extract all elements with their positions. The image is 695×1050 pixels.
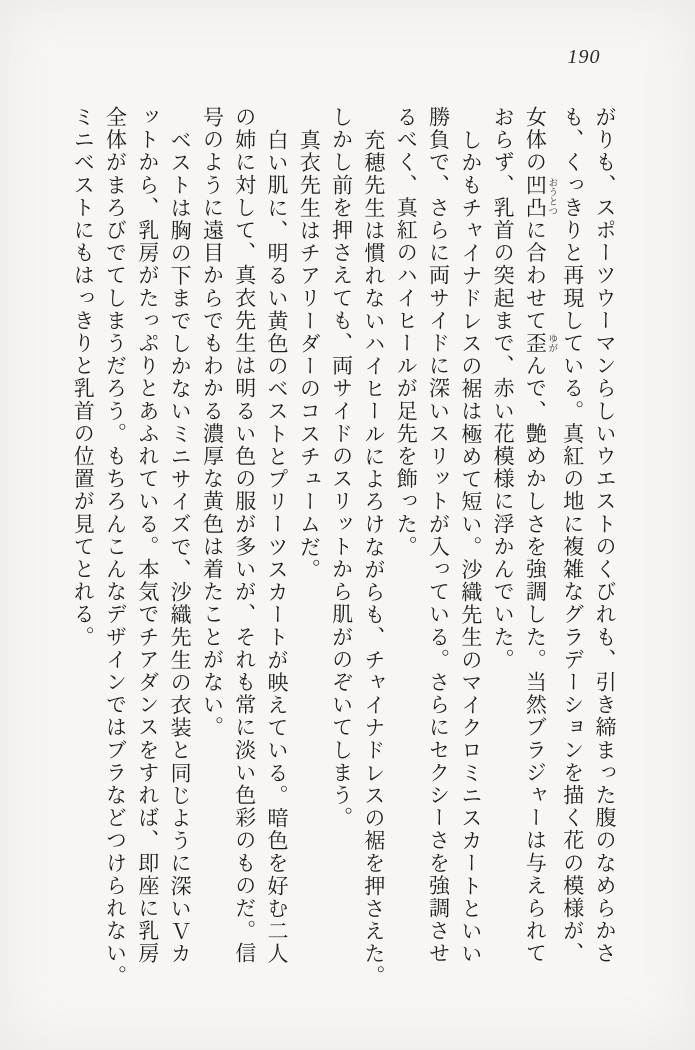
text-column: 全体がまろびでてしまうだろう。もちろんこんなデザインではブラなどつけられない。 xyxy=(103,106,128,988)
text-column: 真衣先生はチアリーダーのコスチュームだ。 xyxy=(297,129,322,581)
text-column: 勝負で、さらに両サイドに深いスリットが入っている。さらにセクシーさを強調させ xyxy=(426,106,451,965)
text-column: 白い肌に、明るい黄色のベストとプリーツスカートが映えている。暗色を好む二人 xyxy=(265,129,290,966)
text-column: 号のように遠目からでもわかる濃厚な黄色は着たことがない。 xyxy=(200,106,225,739)
text-column: の姉に対して、真衣先生は明るい色の服が多いが、それも常に淡い色彩のものだ。信 xyxy=(232,106,257,965)
text-column: しかもチャイナドレスの裾は極めて短い。沙織先生のマイクロミニスカートといい xyxy=(458,129,483,966)
text-column: 充穂先生は慣れないハイヒールによろけながらも、チャイナドレスの裾を押さえた。 xyxy=(361,129,386,988)
text-column: しかし前を押さえても、両サイドのスリットから肌がのぞいてしまう。 xyxy=(329,106,354,830)
ruby-text: 歪 ゆが xyxy=(523,332,557,355)
text-column: ミニベストにもはっきりと乳首の位置が見てとれる。 xyxy=(71,106,96,649)
text-column: ットから、乳房がたっぷりとあふれている。本気でチアダンスをすれば、即座に乳房 xyxy=(135,106,160,965)
text-column: ベストは胸の下までしかないミニサイズで、沙織先生の衣装と同じように深いＶカ xyxy=(168,129,193,966)
text-column: おらず、乳首の突起まで、赤い花模様に浮かんでいた。 xyxy=(491,106,516,671)
vertical-text-block xyxy=(72,106,621,996)
text-column: がりも、スポーツウーマンらしいウエストのくびれも、引き締まった腹のなめらかさ xyxy=(593,106,617,965)
page-number: 190 xyxy=(567,46,601,68)
ruby-text: 凹凸 おうとつ xyxy=(523,173,557,220)
text-column: 女体の凹凸 おうとつに合わせて歪 ゆがんで、艶めかしさを強調した。当然ブラジャーは与えられて xyxy=(523,106,557,965)
text-column: るべく、真紅のハイヒールが足先を飾った。 xyxy=(394,106,419,558)
text-column: も、くっきりと再現している。真紅の地に複雑なグラデーションを描く花の模様が、 xyxy=(560,106,585,965)
